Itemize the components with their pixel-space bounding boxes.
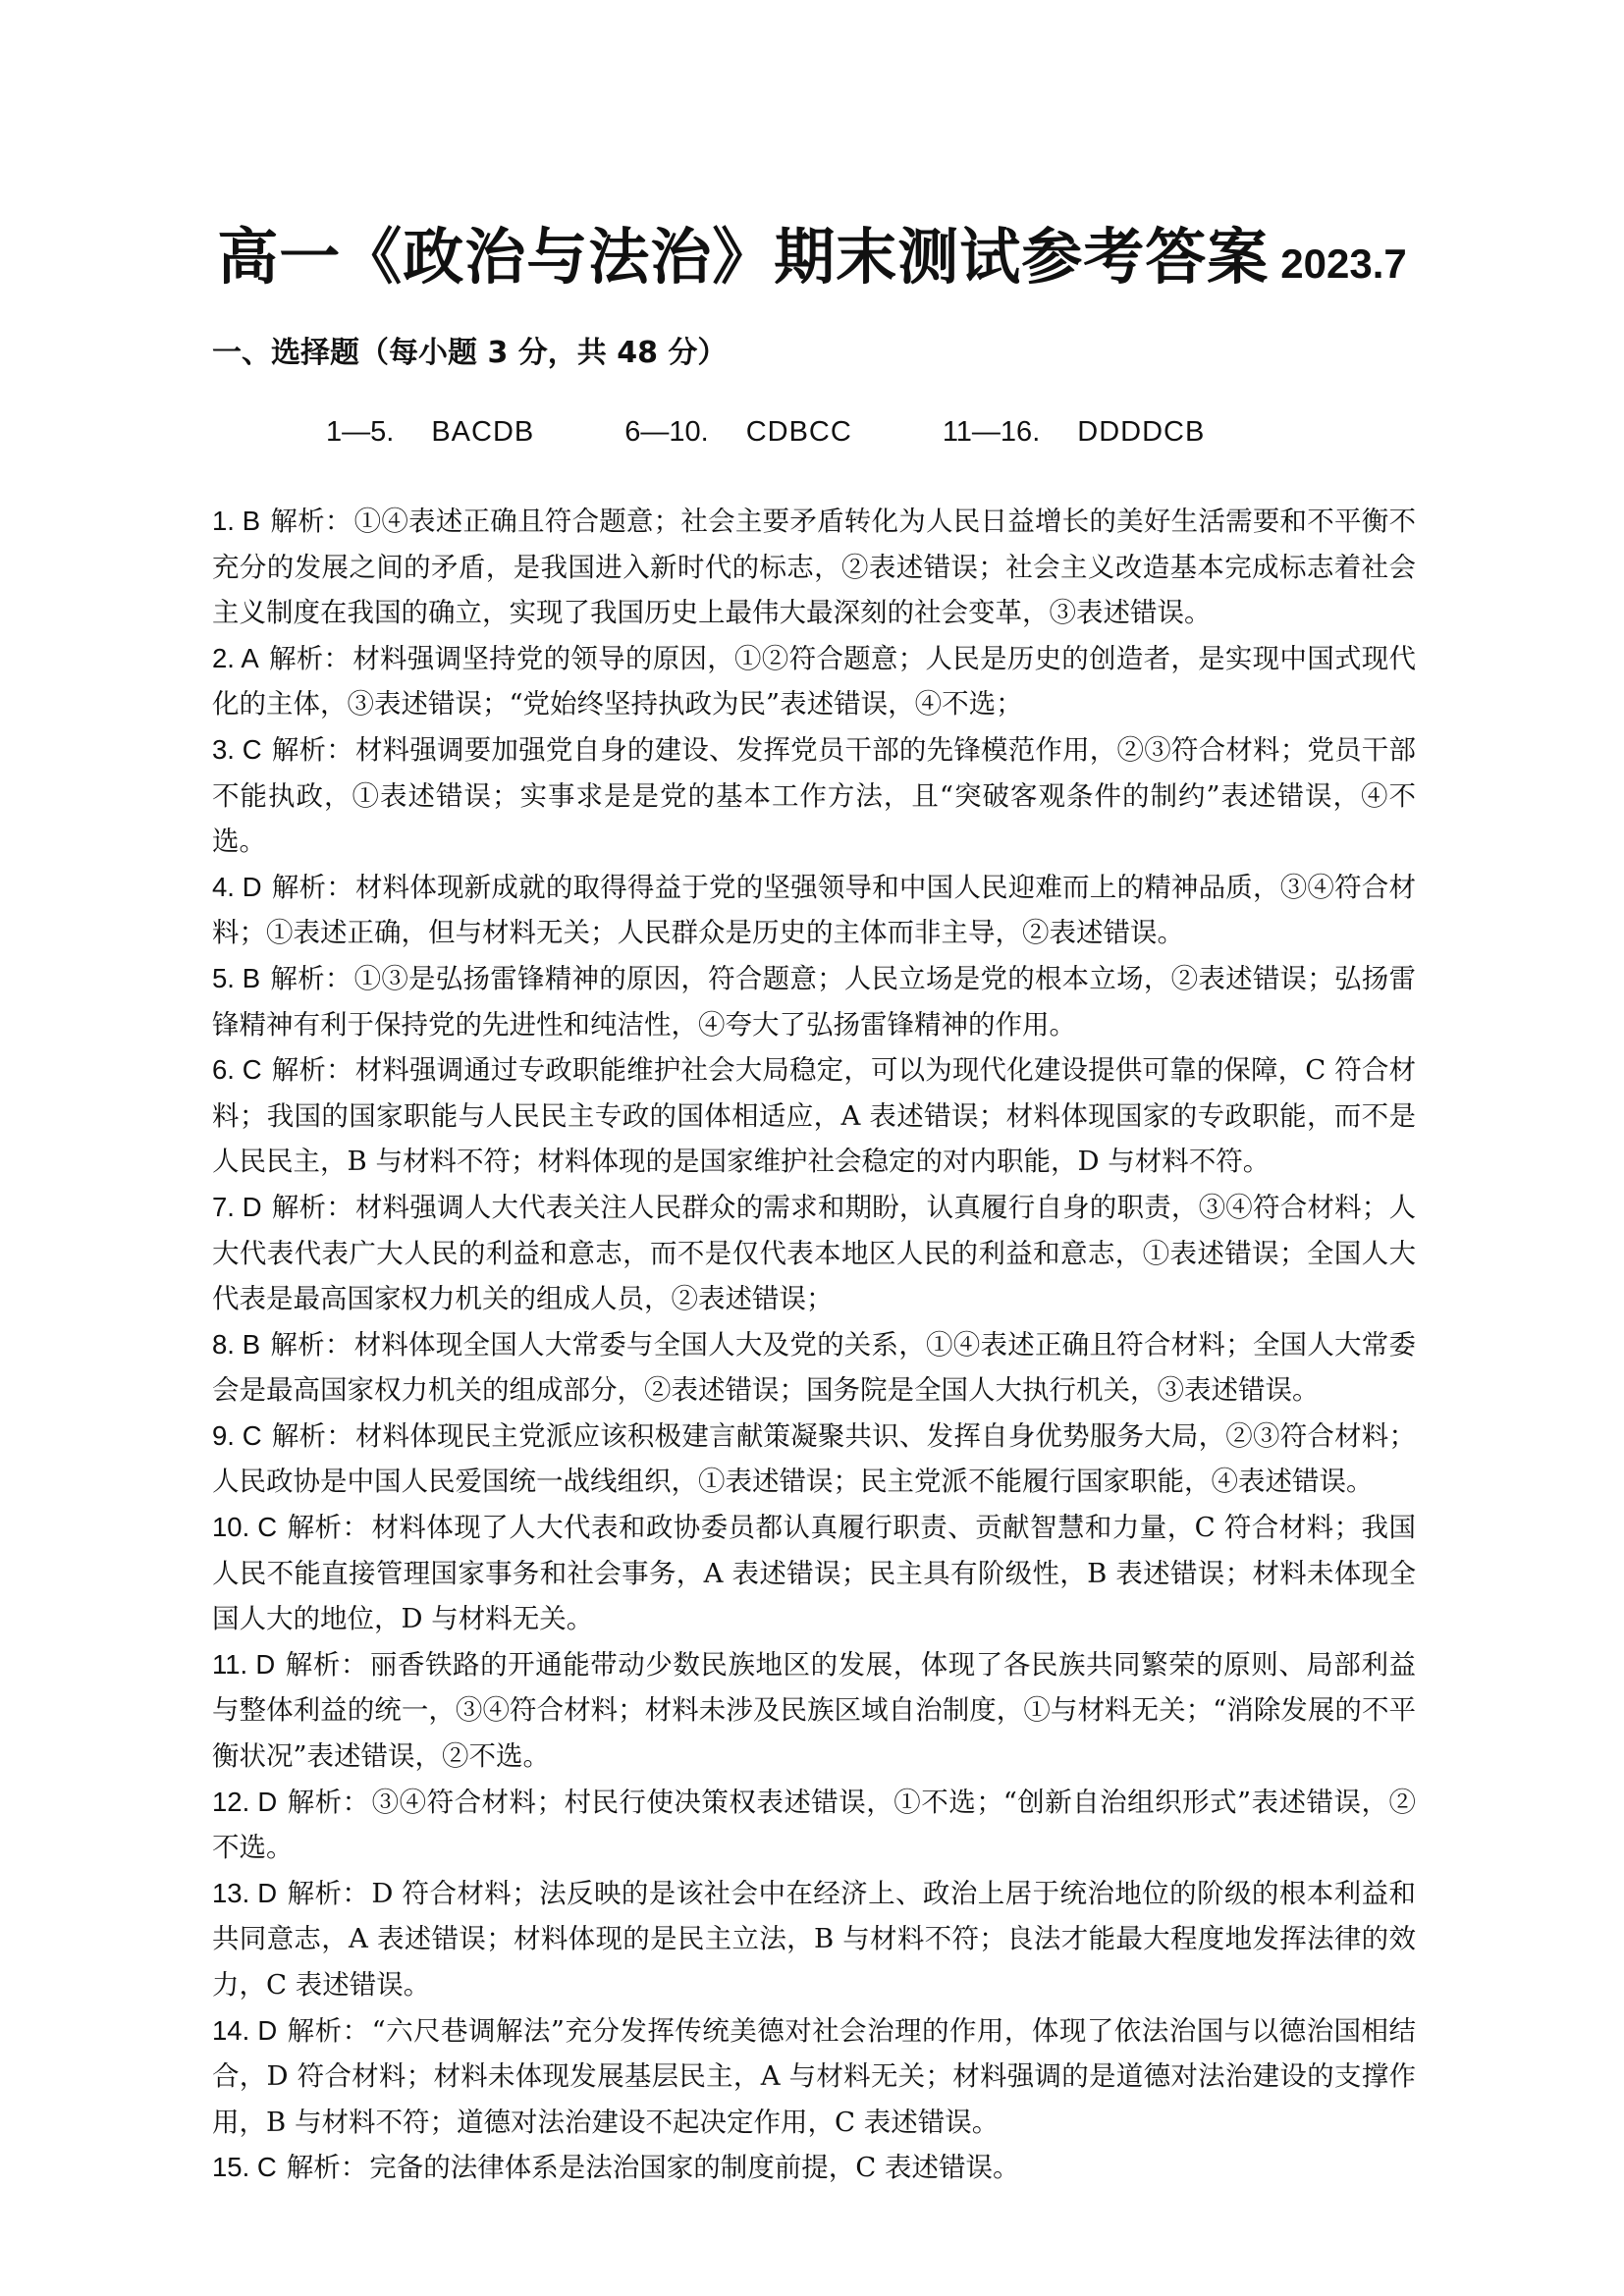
explanation-text: 材料强调坚持党的领导的原因，①②符合题意；人民是历史的创造者，是实现中国式现代化的主体，③表述错误；“党始终坚持执政为民”表述错误，④不选； [212, 642, 1417, 721]
analysis-label: 解析： [268, 642, 352, 674]
question-answer: 7. D [212, 1191, 262, 1222]
analysis-label: 解析： [271, 733, 353, 766]
question-answer: 11. D [212, 1648, 276, 1680]
explanation-text: 材料体现新成就的取得得益于党的坚强领导和中国人民迎难而上的精神品质，③④符合材料；①表述正确，但与材料无关；人民群众是历史的主体而非主导，②表述错误。 [212, 871, 1417, 949]
analysis-label: 解析： [270, 962, 352, 994]
analysis-label: 解析： [271, 871, 353, 903]
explanation-item [212, 1185, 1416, 1322]
question-answer: 4. D [212, 871, 262, 902]
analysis-label: 解析： [271, 1419, 353, 1452]
analysis-label: 解析： [287, 1512, 370, 1544]
answer-range: 6—10. [624, 416, 709, 448]
title-text: 高一《政治与法治》期末测试参考答案 [217, 221, 1270, 293]
explanation-text: 材料强调通过专政职能维护社会大局稳定，可以为现代化建设提供可靠的保障，C 符合材料；我国的国家职能与人民民主专政的国体相适应，A 表述错误；材料体现国家的专政职能，而不是人民民主，B 与材料不符；材料体现的是国家维护社会稳定的对内职能，D 与材料不符。 [212, 1054, 1417, 1178]
title-date: 2023.7 [1280, 240, 1407, 287]
answer-group [943, 416, 1205, 449]
explanation-item [212, 956, 1416, 1047]
analysis-label: 解析： [287, 1877, 370, 1909]
question-answer: 13. D [212, 1877, 278, 1908]
answer-letters: DDDDCB [1077, 416, 1206, 448]
explanation-text: 材料体现全国人大常委与全国人大及党的关系，①④表述正确且符合材料；全国人大常委会是最高国家权力机关的组成部分，②表述错误；国务院是全国人大执行机关，③表述错误。 [212, 1328, 1416, 1407]
explanation-item [212, 865, 1416, 956]
explanation-text: 材料体现民主党派应该积极建言献策凝聚共识、发挥自身优势服务大局，②③符合材料；人民政协是中国人民爱国统一战线组织，①表述错误；民主党派不能履行国家职能，④表述错误。 [212, 1419, 1417, 1498]
explanation-text: 材料体现了人大代表和政协委员都认真履行职责、贡献智慧和力量，C 符合材料；我国人民不能直接管理国家事务和社会事务，A 表述错误；民主具有阶级性，B 表述错误；材料未体现全国人大的地位，D 与材料无关。 [212, 1512, 1417, 1635]
analysis-label: 解析： [271, 1191, 353, 1223]
explanation-text: ③④符合材料；村民行使决策权表述错误，①不选；“创新自治组织形式”表述错误，②不选。 [212, 1786, 1416, 1864]
analysis-label: 解析： [270, 506, 352, 537]
analysis-label: 解析： [287, 2014, 370, 2047]
explanation-item [212, 2008, 1416, 2146]
answer-key-row [326, 416, 1205, 449]
explanation-item [212, 1871, 1416, 2008]
explanation-item [212, 1780, 1416, 1871]
analysis-label: 解析： [270, 1328, 352, 1361]
explanation-text: 丽香铁路的开通能带动少数民族地区的发展，体现了各民族共同繁荣的原则、局部利益与整体利益的统一，③④符合材料；材料未涉及民族区域自治制度，①与材料无关；“消除发展的不平衡状况”表述错误，②不选。 [212, 1648, 1416, 1773]
question-answer: 3. C [212, 733, 262, 765]
explanation-item [212, 1047, 1416, 1185]
explanation-item [212, 1322, 1416, 1414]
question-answer: 14. D [212, 2014, 278, 2046]
answer-group [624, 416, 852, 449]
question-answer: 8. B [212, 1328, 261, 1360]
explanation-text: ①④表述正确且符合题意；社会主要矛盾转化为人民日益增长的美好生活需要和不平衡不充分的发展之间的矛盾，是我国进入新时代的标志，②表述错误；社会主义改造基本完成标志着社会主义制度在我国的确立，实现了我国历史上最伟大最深刻的社会变革，③表述错误。 [212, 506, 1416, 629]
explanation-item [212, 2145, 1416, 2191]
explanation-item [212, 499, 1416, 636]
question-answer: 12. D [212, 1786, 278, 1817]
explanation-text: 完备的法律体系是法治国家的制度前提，C 表述错误。 [369, 2152, 1020, 2184]
question-answer: 2. A [212, 642, 259, 673]
explanation-text: “六尺巷调解法”充分发挥传统美德对社会治理的作用，体现了依法治国与以德治国相结合，D 符合材料；材料未体现发展基层民主，A 与材料无关；材料强调的是道德对法治建设的支撑作用，B 与材料不符；道德对法治建设不起决定作用，C 表述错误。 [212, 2014, 1416, 2138]
explanation-item [212, 1642, 1416, 1780]
explanation-text: 材料强调要加强党自身的建设、发挥党员干部的先锋模范作用，②③符合材料；党员干部不能执政，①表述错误；实事求是是党的基本工作方法，且“突破客观条件的制约”表述错误，④不选。 [212, 733, 1417, 858]
question-answer: 9. C [212, 1419, 262, 1451]
page-title [0, 208, 1624, 295]
explanation-text: 材料强调人大代表关注人民群众的需求和期盼，认真履行自身的职责，③④符合材料；人大代表代表广大人民的利益和意志，而不是仅代表本地区人民的利益和意志，①表述错误；全国人大代表是最高国家权力机关的组成人员，②表述错误； [212, 1191, 1417, 1315]
question-answer: 5. B [212, 962, 261, 993]
answer-letters: BACDB [431, 416, 535, 448]
answer-range: 11—16. [942, 416, 1041, 448]
answer-group [326, 416, 534, 449]
explanation-text: ①③是弘扬雷锋精神的原因，符合题意；人民立场是党的根本立场，②表述错误；弘扬雷锋精神有利于保持党的先进性和纯洁性，④夸大了弘扬雷锋精神的作用。 [212, 962, 1416, 1041]
question-answer: 6. C [212, 1054, 262, 1086]
explanation-item [212, 1414, 1416, 1505]
question-answer: 15. C [212, 2152, 277, 2183]
answer-letters: CDBCC [745, 416, 852, 448]
analysis-label: 解析： [286, 2152, 368, 2184]
explanation-item [212, 636, 1416, 727]
question-answer: 1. B [212, 506, 261, 536]
analysis-label: 解析： [287, 1786, 370, 1818]
section-heading: 一、选择题（每小题 3 分，共 48 分） [212, 336, 728, 370]
explanation-item [212, 727, 1416, 865]
explanation-list [212, 499, 1416, 2191]
question-answer: 10. C [212, 1512, 278, 1543]
analysis-label: 解析： [285, 1648, 368, 1681]
explanation-text: D 符合材料；法反映的是该社会中在经济上、政治上居于统治地位的阶级的根本利益和共同意志，A 表述错误；材料体现的是民主立法，B 与材料不符；良法才能最大程度地发挥法律的效力，C 表述错误。 [212, 1877, 1417, 2001]
explanation-item [212, 1505, 1416, 1642]
analysis-label: 解析： [271, 1054, 353, 1087]
answer-range: 1—5. [326, 416, 395, 448]
